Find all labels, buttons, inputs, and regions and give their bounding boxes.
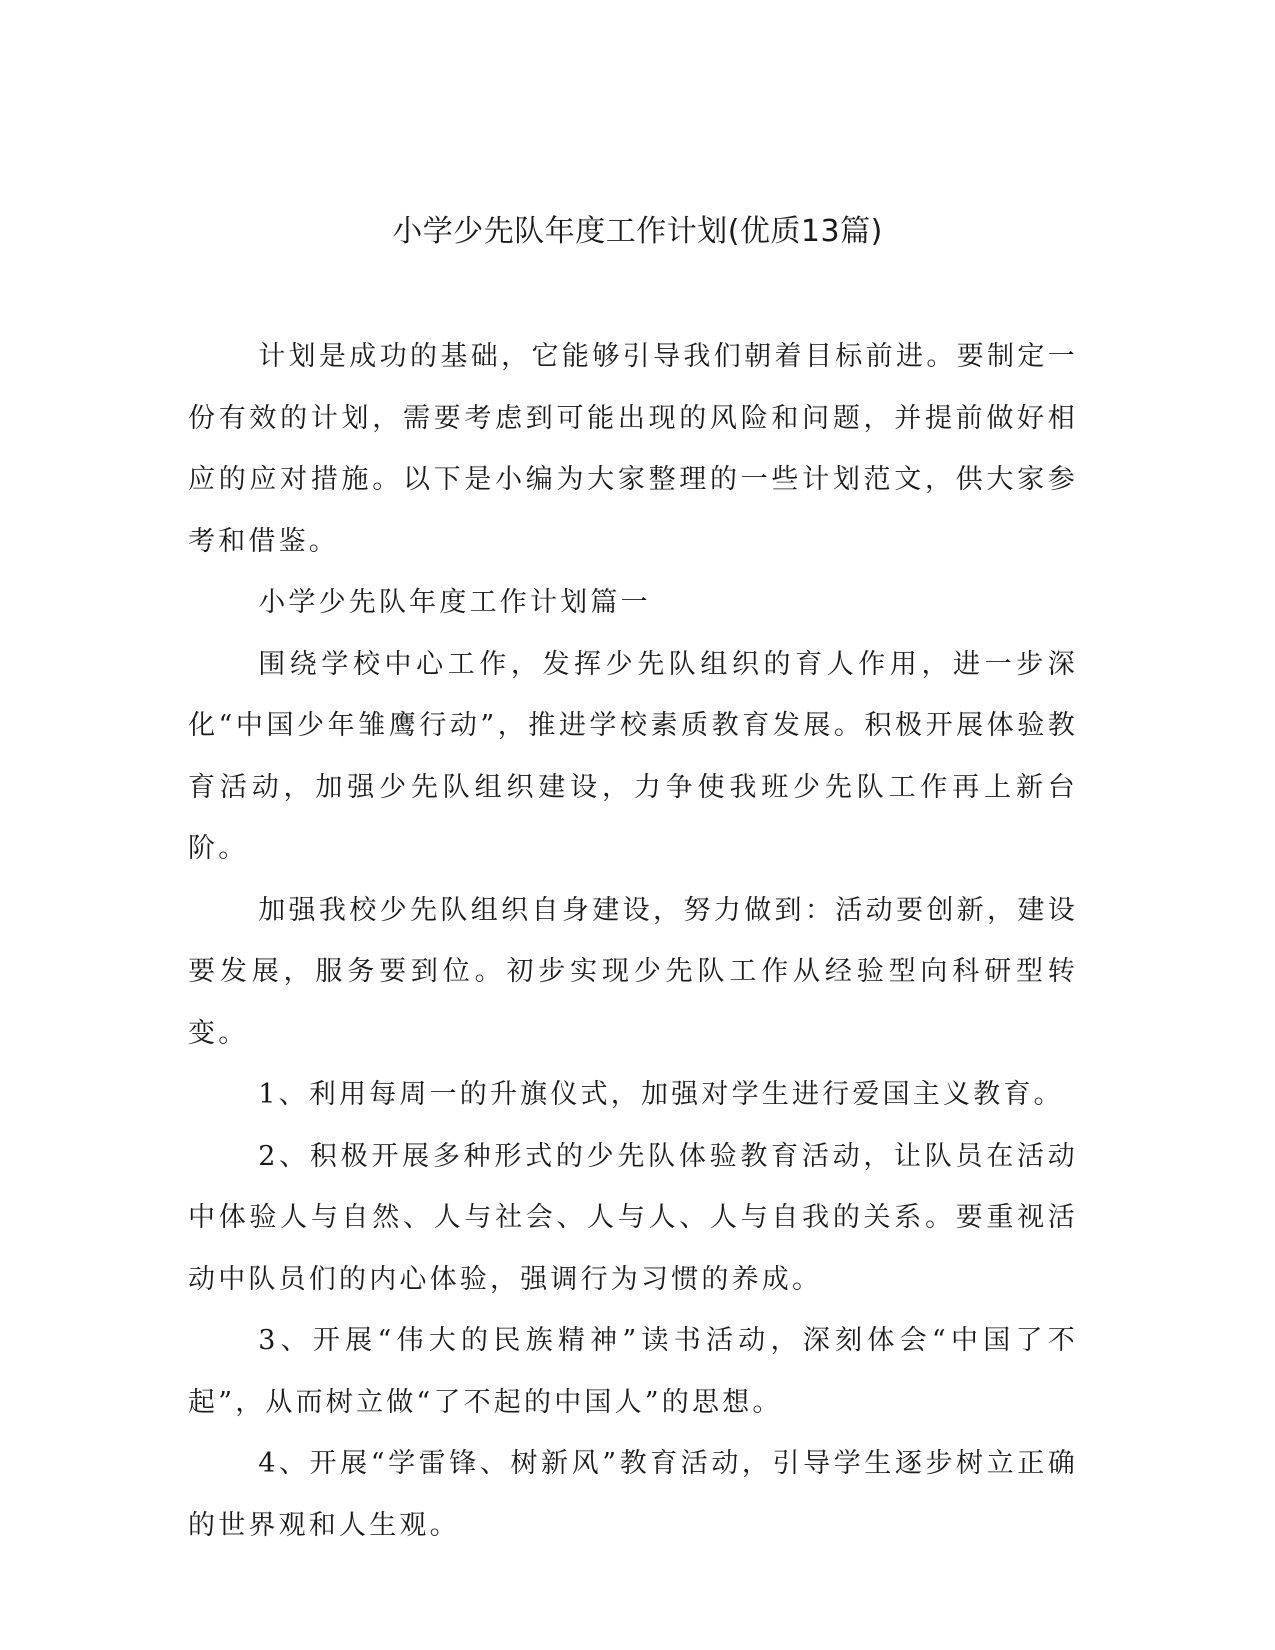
list-item: 4、开展“学雷锋、树新风”教育活动，引导学生逐步树立正确的世界观和人生观。 [188,1448,1078,1541]
list-item: 2、积极开展多种形式的少先队体验教育活动，让队员在活动中体验人与自然、人与社会、人与人、人与自我的关系。要重视活动中队员们的内心体验，强调行为习惯的养成。 [188,1140,1078,1295]
body-paragraph: 加强我校少先队组织自身建设，努力做到：活动要创新，建设要发展，服务要到位。初步实现少先队工作从经验型向科研型转变。 [188,894,1078,1049]
intro-paragraph: 计划是成功的基础，它能够引导我们朝着目标前进。要制定一份有效的计划，需要考虑到可能出现的风险和问题，并提前做好相应的应对措施。以下是小编为大家整理的一些计划范文，供大家参考和借鉴。 [188,341,1078,557]
document-body [188,326,1078,1556]
list-item: 3、开展“伟大的民族精神”读书活动，深刻体会“中国了不起”，从而树立做“了不起的中国人”的思想。 [188,1325,1078,1418]
section-heading: 小学少先队年度工作计划篇一 [258,587,651,618]
list-item: 1、利用每周一的升旗仪式，加强对学生进行爱国主义教育。 [258,1079,1064,1110]
document-title: 小学少先队年度工作计划(优质13篇) [392,214,883,249]
body-paragraph: 围绕学校中心工作，发挥少先队组织的育人作用，进一步深化“中国少年雏鹰行动”，推进学校素质教育发展。积极开展体验教育活动，加强少先队组织建设，力争使我班少先队工作再上新台阶。 [188,648,1078,864]
